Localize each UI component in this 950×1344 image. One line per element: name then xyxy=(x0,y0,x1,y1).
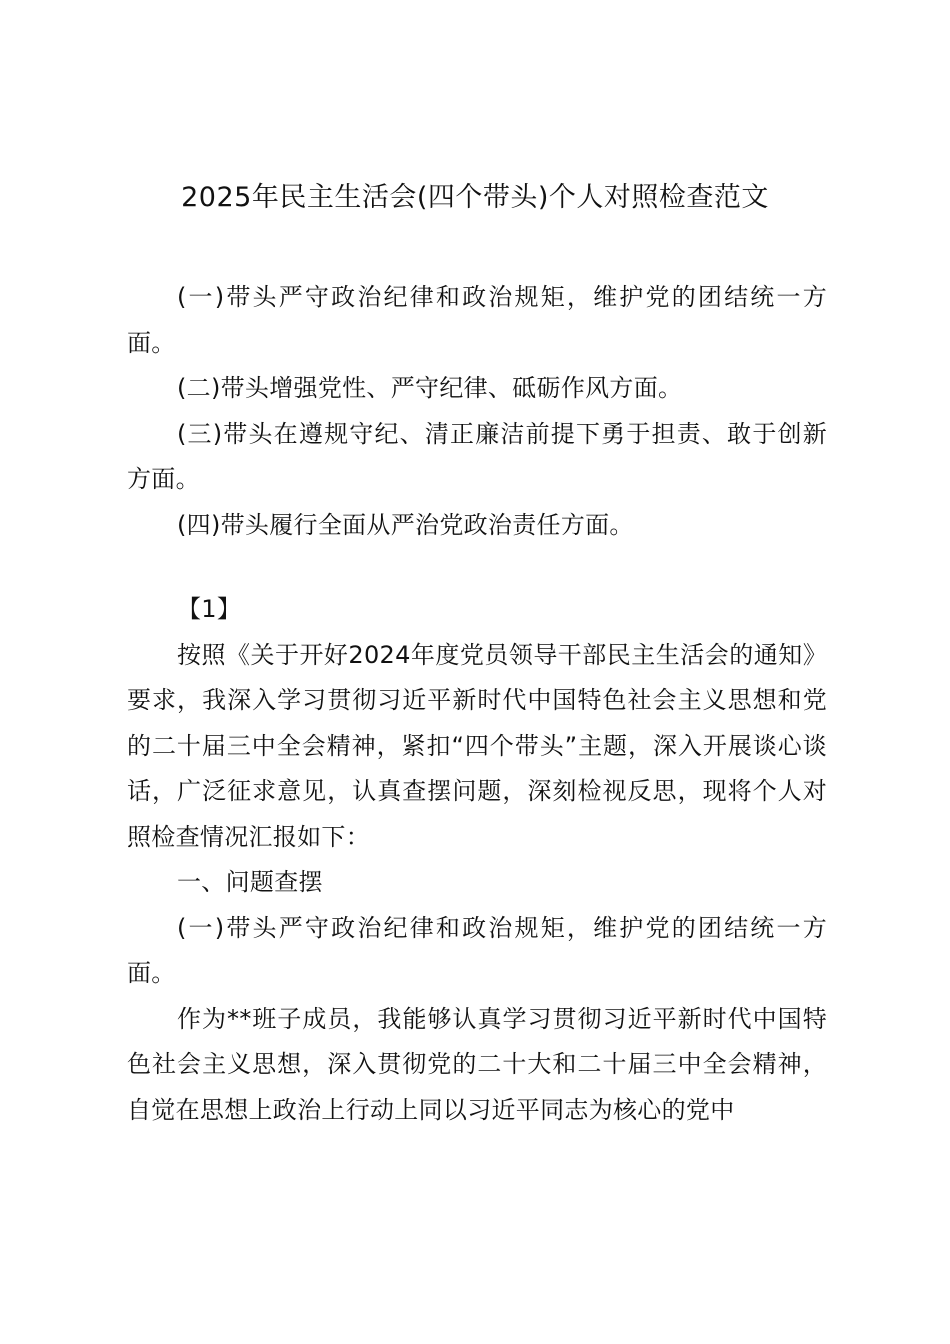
opening-paragraph: 按照《关于开好2024年度党员领导干部民主生活会的通知》要求，我深入学习贯彻习近平新时代中国特色社会主义思想和党的二十届三中全会精神，紧扣“四个带头”主题，深入开展谈心谈话，广泛征求意见，认真查摆问题，深刻检视反思，现将个人对照检查情况汇报如下： xyxy=(127,640,827,851)
intro-item-2: (二)带头增强党性、严守纪律、砥砺作风方面。 xyxy=(177,374,683,402)
intro-item-3: (三)带头在遵规守纪、清正廉洁前提下勇于担责、敢于创新方面。 xyxy=(127,419,827,493)
sub-heading-1: (一)带头严守政治纪律和政治规矩，维护党的团结统一方面。 xyxy=(127,913,827,987)
body-paragraph-1: 作为**班子成员，我能够认真学习贯彻习近平新时代中国特色社会主义思想，深入贯彻党的二十大和二十届三中全会精神，自觉在思想上政治上行动上同以习近平同志为核心的党中 xyxy=(127,1004,827,1124)
section-marker: 【1】 xyxy=(177,595,242,623)
heading-problem-review: 一、问题查摆 xyxy=(177,868,323,896)
intro-list xyxy=(127,275,827,548)
intro-item-1: (一)带头严守政治纪律和政治规矩，维护党的团结统一方面。 xyxy=(127,283,827,357)
intro-item-4: (四)带头履行全面从严治党政治责任方面。 xyxy=(177,510,634,539)
section-1 xyxy=(127,587,827,1133)
document-title: 2025年民主生活会(四个带头)个人对照检查范文 xyxy=(181,182,769,213)
